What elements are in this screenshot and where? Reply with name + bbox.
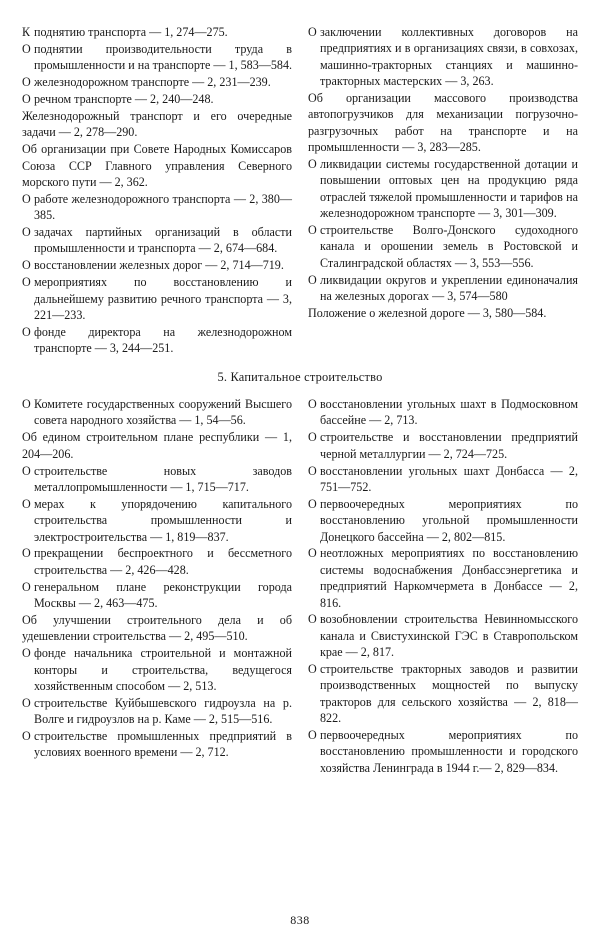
entry-marker: О <box>22 646 31 661</box>
entry-text: фонде начальника строительной и монтажной конторы и строительства, ведущегося хозяйственным способом — 2, 513. <box>34 646 292 693</box>
page-number: 838 <box>290 913 310 927</box>
entry-text: речном транспорте — 2, 240—248. <box>34 92 214 106</box>
index-entry <box>308 545 578 611</box>
bottom-left-column <box>22 396 292 761</box>
entry-text: фонде директора на железнодорожном транспорте — 3, 244—251. <box>34 324 292 356</box>
entry-marker: О <box>22 729 31 743</box>
entry-marker: О <box>22 75 31 90</box>
entry-text: Об организации при Совете Народных Комиссаров Союза ССР Главного управления Северного морского пути — 2, 362. <box>22 142 292 189</box>
index-entry <box>22 645 292 694</box>
bottom-columns <box>22 396 578 777</box>
index-entry <box>22 24 292 40</box>
index-entry <box>22 695 292 728</box>
entry-text: поднятии производительности труда в промышленности и на транспорте — 1, 583—584. <box>34 41 293 73</box>
entry-text: восстановлении угольных шахт Донбасса — 2, 751—752. <box>320 463 578 494</box>
index-entry <box>308 429 578 462</box>
entry-text: заключении коллективных договоров на предприятиях и в организациях связи, в совхозах, машинно-тракторных станциях и машинно-тракторных мастерских — 3, 263. <box>320 25 578 89</box>
index-entry <box>308 396 578 429</box>
index-entry <box>22 324 292 357</box>
entry-marker: О <box>22 546 31 561</box>
entry-marker: О <box>22 579 31 594</box>
entry-marker: О <box>22 225 31 239</box>
index-entry <box>22 108 292 141</box>
entry-text: строительстве промышленных предприятий в условиях военного времени — 2, 712. <box>34 729 292 760</box>
index-entry <box>22 41 292 74</box>
index-entry <box>22 429 292 462</box>
entry-text: Об едином строительном плане республики — 1, 204—206. <box>22 430 292 461</box>
top-columns <box>22 24 578 357</box>
entry-marker: О <box>22 275 31 290</box>
entry-marker: О <box>22 324 31 339</box>
index-entry <box>22 545 292 578</box>
entry-text: Положение о железной дороге — 3, 580—584. <box>308 305 547 320</box>
index-entry <box>308 611 578 660</box>
entry-marker: О <box>22 496 31 511</box>
entry-marker: О <box>308 272 317 287</box>
entry-text: Железнодорожный транспорт и его очередные задачи — 2, 278—290. <box>22 108 292 140</box>
entry-text: восстановлении железных дорог — 2, 714—719. <box>34 258 284 273</box>
entry-text: первоочередных мероприятиях по восстановлению угольной промышленности Донецкого бассейна — 2, 802—815. <box>320 496 578 544</box>
entry-text: неотложных мероприятиях по восстановлению системы водоснабжения Донбассэнергетика и предприятий Наркомчермета в Донбассе — 2, 816. <box>320 546 578 610</box>
entry-marker: О <box>308 25 317 39</box>
entry-marker: О <box>308 157 317 171</box>
index-entry <box>22 274 292 323</box>
index-entry <box>22 141 292 190</box>
entry-marker: О <box>308 662 317 676</box>
entry-marker: О <box>308 223 317 237</box>
entry-text: генеральном плане реконструкции города Москвы — 2, 463—475. <box>34 579 292 610</box>
index-entry <box>22 728 292 761</box>
entry-text: строительстве и восстановлении предприятий черной металлургии — 2, 724—725. <box>320 430 578 461</box>
entry-marker: О <box>308 397 317 411</box>
index-entry <box>308 156 578 222</box>
entry-text: строительстве Волго-Донского судоходного канала и орошении земель в Ростовской и Сталинградской областях — 3, 553—556. <box>320 223 578 270</box>
index-entry <box>22 224 292 257</box>
entry-marker: О <box>308 728 317 742</box>
entry-marker: О <box>22 397 31 411</box>
entry-marker: О <box>308 463 317 478</box>
index-entry <box>22 579 292 612</box>
entry-text: строительстве тракторных заводов и развитии производственных мощностей по выпуску тракторов для сельского хозяйства — 2, 818—822. <box>320 662 578 726</box>
entry-text: железнодорожном транспорте — 2, 231—239. <box>34 75 271 90</box>
index-entry <box>308 727 578 776</box>
section-heading-wrap <box>22 370 578 385</box>
index-entry <box>308 661 578 727</box>
index-entry <box>308 305 578 321</box>
index-entry <box>22 463 292 496</box>
entry-marker: О <box>308 496 317 511</box>
top-left-column <box>22 24 292 357</box>
entry-text: ликвидации системы государственной дотации и повышении оптовых цен на продукцию ряда отраслей тяжелой промышленности и тарифов на железнодорожном транспорте — 3, 301—309. <box>320 157 578 221</box>
entry-text: Об улучшении строительного дела и об удешевлении строительства — 2, 495—510. <box>22 612 292 644</box>
entry-text: восстановлении угольных шахт в Подмосковном бассейне — 2, 713. <box>320 397 578 428</box>
entry-text: строительстве новых заводов металлопромышленности — 1, 715—717. <box>34 463 292 494</box>
entry-text: Комитете государственных сооружений Высшего совета народного хозяйства — 1, 54—56. <box>34 397 292 428</box>
index-entry <box>308 463 578 496</box>
entry-text: возобновлении строительства Невинномысского канала и Свистухинской ГЭС в Ставропольском крае — 2, 817. <box>320 612 578 660</box>
entry-marker: О <box>308 546 317 561</box>
bottom-right-column <box>308 396 578 777</box>
entry-text: первоочередных мероприятиях по восстановлению промышленности и городского хозяйства Ленинграда в 1944 г.— 2, 829—834. <box>320 728 578 775</box>
section-heading: 5. Капитальное строительство <box>217 370 383 384</box>
index-entry <box>308 90 578 156</box>
entry-marker: О <box>22 191 31 206</box>
index-entry <box>22 91 292 107</box>
index-entry <box>308 496 578 545</box>
entry-text: Об организации массового производства автопогрузчиков для механизации погрузочно-разгрузочных работ на транспорте и на промышленности — 3, 283—285. <box>308 91 578 155</box>
entry-marker: О <box>22 41 31 56</box>
index-entry <box>308 272 578 305</box>
index-entry <box>22 496 292 545</box>
index-entry <box>308 222 578 271</box>
index-entry <box>22 396 292 429</box>
index-entry <box>22 257 292 273</box>
entry-text: мероприятиях по восстановлению и дальнейшему развитию речного транспорта — 3, 221—233. <box>34 275 292 322</box>
index-entry <box>22 191 292 224</box>
index-entry <box>308 24 578 90</box>
entry-text: поднятию транспорта — 1, 274—275. <box>34 25 228 39</box>
entry-text: прекращении беспроектного и бессметного строительства — 2, 426—428. <box>34 546 292 577</box>
entry-marker: О <box>308 612 317 627</box>
entry-marker: О <box>308 430 317 445</box>
entry-text: ликвидации округов и укреплении единоначалия на железных дорогах — 3, 574—580 <box>320 272 578 303</box>
entry-text: задачах партийных организаций в области промышленности и транспорта — 2, 674—684. <box>34 225 292 256</box>
entry-marker: О <box>22 463 31 478</box>
index-entry <box>22 74 292 90</box>
entry-marker: К <box>22 25 31 39</box>
entry-marker: О <box>22 695 31 710</box>
entry-text: мерах к упорядочению капитального строительства промышленности и электростроительства — 1, 819—837. <box>34 496 292 544</box>
entry-marker: О <box>22 92 31 106</box>
index-entry <box>22 612 292 645</box>
entry-text: работе железнодорожного транспорта — 2, 380—385. <box>34 191 292 223</box>
entry-text: строительстве Куйбышевского гидроузла на р. Волге и гидроузлов на р. Каме — 2, 515—516. <box>34 695 292 727</box>
entry-marker: О <box>22 258 31 273</box>
top-right-column <box>308 24 578 322</box>
